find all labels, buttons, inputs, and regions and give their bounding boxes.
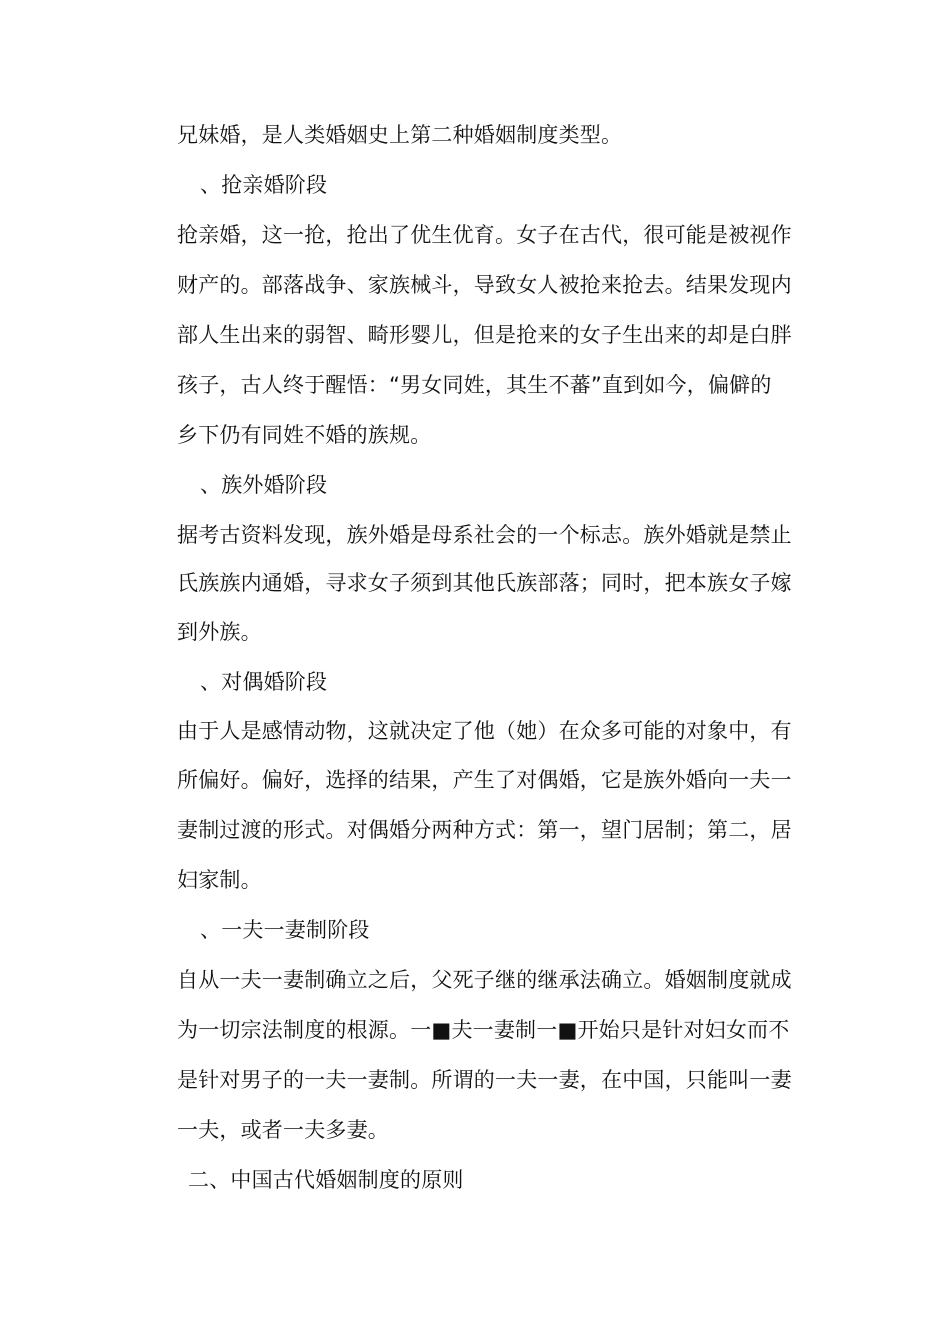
body-line: 自从一夫一妻制确立之后，父死子继的继承法确立。婚姻制度就成 [177, 968, 792, 992]
subsection-heading: 、对偶婚阶段 [200, 670, 328, 694]
subsection-heading: 、族外婚阶段 [200, 473, 328, 497]
subsection-heading: 、一夫一妻制阶段 [200, 918, 370, 942]
body-line: 由于人是感情动物，这就决定了他（她）在众多可能的对象中，有 [177, 719, 792, 743]
subsection-heading: 、抢亲婚阶段 [200, 173, 328, 197]
body-line: 财产的。部落战争、家族械斗，导致女人被抢来抢去。结果发现内 [177, 273, 792, 297]
body-line: 妻制过渡的形式。对偶婚分两种方式：第一，望门居制；第二，居 [177, 818, 792, 842]
body-line: 抢亲婚，这一抢，抢出了优生优育。女子在古代，很可能是被视作 [177, 223, 792, 247]
body-line: 孩子，古人终于醒悟：“男女同姓，其生不蕃”直到如今，偏僻的 [177, 373, 772, 397]
body-line: 据考古资料发现，族外婚是母系社会的一个标志。族外婚就是禁止 [177, 523, 792, 547]
body-line: 是针对男子的一夫一妻制。所谓的一夫一妻，在中国，只能叫一妻 [177, 1068, 792, 1092]
section-heading: 二、中国古代婚姻制度的原则 [188, 1168, 464, 1192]
body-line: 到外族。 [177, 620, 262, 644]
body-line: 乡下仍有同姓不婚的族规。 [177, 423, 432, 447]
body-line: 部人生出来的弱智、畸形婴儿，但是抢来的女子生出来的却是白胖 [177, 323, 792, 347]
body-line: 所偏好。偏好，选择的结果，产生了对偶婚，它是族外婚向一夫一 [177, 768, 792, 792]
body-line: 兄妹婚，是人类婚姻史上第二种婚姻制度类型。 [177, 123, 623, 147]
body-line: 氏族族内通婚，寻求女子须到其他氏族部落；同时，把本族女子嫁 [177, 571, 792, 595]
body-line: 妇家制。 [177, 868, 262, 892]
body-line: 一夫，或者一夫多妻。 [177, 1118, 389, 1142]
body-line: 为一切宗法制度的根源。一■夫一妻制一■开始只是针对妇女而不 [177, 1018, 790, 1042]
